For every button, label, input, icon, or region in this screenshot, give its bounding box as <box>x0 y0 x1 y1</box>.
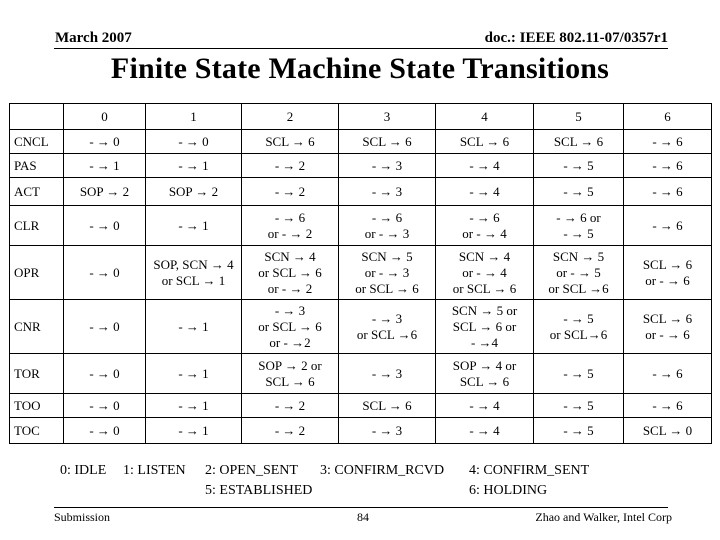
transition-cell: SOP → 2 or SCL → 6 <box>242 354 339 394</box>
transition-cell: SCN → 5 or - → 3 or SCL → 6 <box>339 246 436 300</box>
transition-cell: SCL → 6 <box>242 130 339 154</box>
row-header-event: CLR <box>10 206 64 246</box>
transition-cell: - → 3 <box>339 418 436 444</box>
transition-cell: SCL → 6 or - → 6 <box>624 300 712 354</box>
transition-cell: - → 1 <box>146 154 242 178</box>
column-header-state-3: 3 <box>339 104 436 130</box>
row-header-event: TOR <box>10 354 64 394</box>
transition-cell: - → 5 <box>534 354 624 394</box>
transition-cell: - → 0 <box>64 394 146 418</box>
transition-cell: SOP → 2 <box>146 178 242 206</box>
transition-cell: - → 1 <box>146 300 242 354</box>
row-header-event: ACT <box>10 178 64 206</box>
transition-cell: - → 6 or - → 4 <box>436 206 534 246</box>
header-rule <box>54 48 668 49</box>
transition-cell: - → 0 <box>64 206 146 246</box>
table-row-toc <box>10 418 712 444</box>
table-row-act <box>10 178 712 206</box>
transition-cell: - → 5 <box>534 154 624 178</box>
transition-cell: SCL → 6 <box>339 394 436 418</box>
row-header-event: CNCL <box>10 130 64 154</box>
transition-cell: - → 1 <box>146 418 242 444</box>
column-header-state-6: 6 <box>624 104 712 130</box>
column-header-state-0: 0 <box>64 104 146 130</box>
row-header-event: TOC <box>10 418 64 444</box>
footer-rule <box>54 507 668 508</box>
transition-cell: - → 4 <box>436 418 534 444</box>
transition-cell: - → 3 or SCL → 6 or - →2 <box>242 300 339 354</box>
transition-cell: - → 6 <box>624 394 712 418</box>
header-date: March 2007 <box>55 30 132 46</box>
transition-cell: - → 1 <box>146 354 242 394</box>
transition-cell: - → 4 <box>436 394 534 418</box>
transition-cell: - → 0 <box>64 418 146 444</box>
footer-submission: Submission <box>54 510 111 524</box>
transition-cell: - → 6 or - → 2 <box>242 206 339 246</box>
footer-page-number: 84 <box>357 510 369 524</box>
transition-cell: - → 6 <box>624 154 712 178</box>
transition-cell: - → 0 <box>64 354 146 394</box>
transition-cell: SCN → 4 or - → 4 or SCL → 6 <box>436 246 534 300</box>
transition-cell: - → 4 <box>436 154 534 178</box>
legend-state-1: 1: LISTEN <box>123 463 186 478</box>
row-header-event: TOO <box>10 394 64 418</box>
column-header-state-4: 4 <box>436 104 534 130</box>
transition-cell: SCN → 5 or SCL → 6 or - →4 <box>436 300 534 354</box>
transition-cell: - → 2 <box>242 178 339 206</box>
header-doc-id: doc.: IEEE 802.11-07/0357r1 <box>484 30 668 46</box>
transition-cell: - → 2 <box>242 418 339 444</box>
transition-cell: - → 4 <box>436 178 534 206</box>
table-row-opr <box>10 246 712 300</box>
column-header-state-5: 5 <box>534 104 624 130</box>
legend-state-2: 2: OPEN_SENT <box>205 463 298 478</box>
table-row-pas <box>10 154 712 178</box>
transition-cell: - → 1 <box>146 206 242 246</box>
transition-cell: - → 0 <box>146 130 242 154</box>
legend-state-4: 4: CONFIRM_SENT <box>469 463 590 478</box>
transition-cell: - → 3 or SCL →6 <box>339 300 436 354</box>
transition-cell: - → 0 <box>64 246 146 300</box>
transition-cell: - → 3 <box>339 154 436 178</box>
footer-authors: Zhao and Walker, Intel Corp <box>535 510 672 524</box>
row-header-event: PAS <box>10 154 64 178</box>
table-row-clr <box>10 206 712 246</box>
legend-state-3: 3: CONFIRM_RCVD <box>320 463 445 478</box>
transition-cell: SCL → 0 <box>624 418 712 444</box>
transition-cell: SOP, SCN → 4 or SCL → 1 <box>146 246 242 300</box>
row-header-event: CNR <box>10 300 64 354</box>
transition-cell: - → 6 or - → 5 <box>534 206 624 246</box>
table-row-cncl <box>10 130 712 154</box>
transition-cell: SCL → 6 <box>534 130 624 154</box>
transition-cell: SCL → 6 <box>436 130 534 154</box>
state-transition-table <box>9 103 712 444</box>
transition-cell: - → 3 <box>339 354 436 394</box>
transition-cell: - → 1 <box>146 394 242 418</box>
transition-cell: SCN → 5 or - → 5 or SCL →6 <box>534 246 624 300</box>
row-header-event: OPR <box>10 246 64 300</box>
table-body <box>10 130 712 444</box>
transition-cell: - → 1 <box>64 154 146 178</box>
transition-cell: - → 6 <box>624 178 712 206</box>
transition-cell: - → 2 <box>242 394 339 418</box>
table-row-cnr <box>10 300 712 354</box>
legend-state-5: 5: ESTABLISHED <box>205 483 313 498</box>
transition-cell: - → 5 or SCL→6 <box>534 300 624 354</box>
transition-cell: SCN → 4 or SCL → 6 or - → 2 <box>242 246 339 300</box>
page-title: Finite State Machine State Transitions <box>110 52 610 85</box>
transition-cell: - → 0 <box>64 130 146 154</box>
transition-cell: - → 5 <box>534 418 624 444</box>
transition-cell: SCL → 6 or - → 6 <box>624 246 712 300</box>
transition-cell: - → 3 <box>339 178 436 206</box>
transition-cell: - → 6 <box>624 206 712 246</box>
column-header-state-2: 2 <box>242 104 339 130</box>
transition-cell: - → 5 <box>534 178 624 206</box>
transition-cell: SCL → 6 <box>339 130 436 154</box>
transition-cell: SOP → 4 or SCL → 6 <box>436 354 534 394</box>
table-header-row <box>10 104 712 130</box>
column-header-state-1: 1 <box>146 104 242 130</box>
transition-cell: - → 0 <box>64 300 146 354</box>
legend-state-6: 6: HOLDING <box>469 483 548 498</box>
transition-cell: - → 6 or - → 3 <box>339 206 436 246</box>
column-header-corner <box>10 104 64 130</box>
transition-cell: - → 2 <box>242 154 339 178</box>
transition-cell: - → 5 <box>534 394 624 418</box>
transition-cell: - → 6 <box>624 130 712 154</box>
table-row-too <box>10 394 712 418</box>
transition-cell: SOP → 2 <box>64 178 146 206</box>
legend-state-0: 0: IDLE <box>60 463 107 478</box>
table-row-tor <box>10 354 712 394</box>
transition-cell: - → 6 <box>624 354 712 394</box>
